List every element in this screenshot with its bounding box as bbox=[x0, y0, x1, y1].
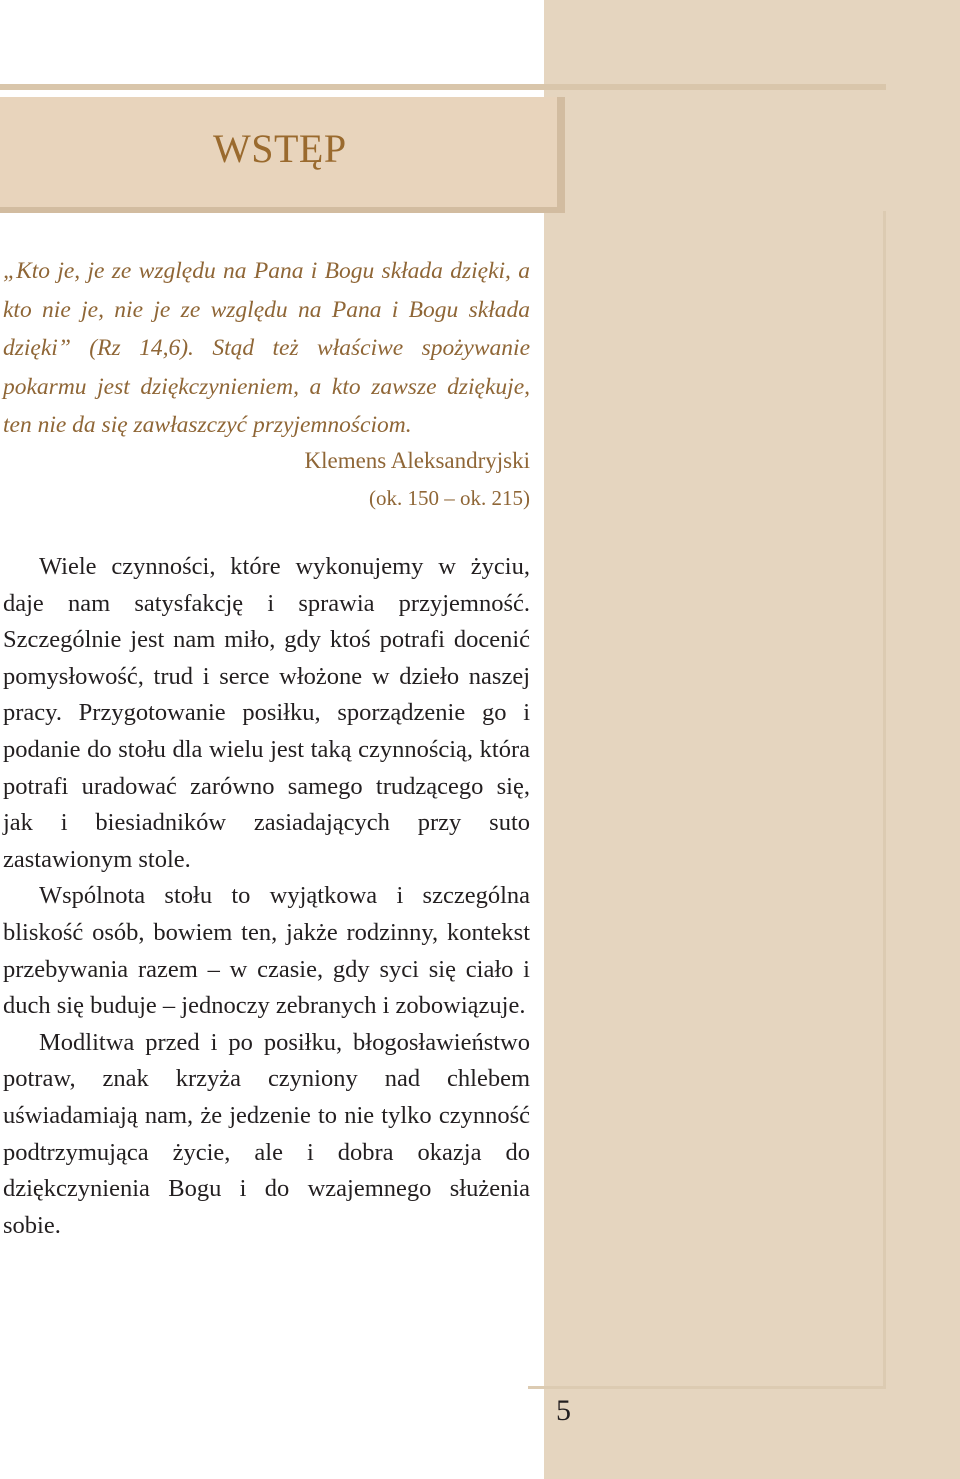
frame-horizontal-line bbox=[528, 1386, 886, 1389]
page-number: 5 bbox=[556, 1394, 571, 1427]
body-paragraph: Wspólnota stołu to wyjątkowa i szczególna bliskość osób, bowiem ten, jakże rodzinny, kontekst przebywania razem – w czasie, gdy syci się ciało i duch się buduje – jednoczy zebranych i zobowiązuje. bbox=[3, 882, 530, 1020]
frame-vertical-line bbox=[883, 211, 886, 1389]
body-paragraph: Wiele czynności, które wykonujemy w życiu, daje nam satysfakcję i sprawia przyjemność. Szczególnie jest nam miło, gdy ktoś potrafi docenić pomysłowość, trud i serce włożone w dzieło naszej pracy. Przygotowanie posiłku, sporządzenie go i podanie do stołu dla wielu jest taką czynnością, która potrafi uradować zarówno samego trudzącego się, jak i biesiadników zasiadających przy suto zastawionym stole. bbox=[3, 553, 530, 873]
decorative-side-panel bbox=[544, 0, 960, 1479]
epigraph-dates: (ok. 150 – ok. 215) bbox=[369, 486, 530, 510]
body-paragraph: Modlitwa przed i po posiłku, błogosławieństwo potraw, znak krzyża czyniony nad chlebem uświadamiają nam, że jedzenie to nie tylko czynność podtrzymująca życie, ale i dobra okazja do dziękczynienia Bogu i do wzajemnego służenia sobie. bbox=[3, 1028, 530, 1239]
epigraph-attribution bbox=[305, 443, 531, 517]
epigraph-quote: „Kto je, je ze względu na Pana i Bogu składa dzięki, a kto nie je, nie je ze względu na Pana i Bogu składa dzięki” (Rz 14,6). Stąd też właściwe spożywanie pokarmu jest dziękczynieniem, a kto zawsze dziękuje, ten nie da się zawłaszczyć przyjemnościom. bbox=[3, 258, 530, 438]
page-title: WSTĘP bbox=[213, 126, 347, 171]
top-rule-divider bbox=[0, 84, 886, 90]
body-text bbox=[3, 549, 530, 1244]
epigraph-author: Klemens Aleksandryjski bbox=[304, 448, 530, 473]
